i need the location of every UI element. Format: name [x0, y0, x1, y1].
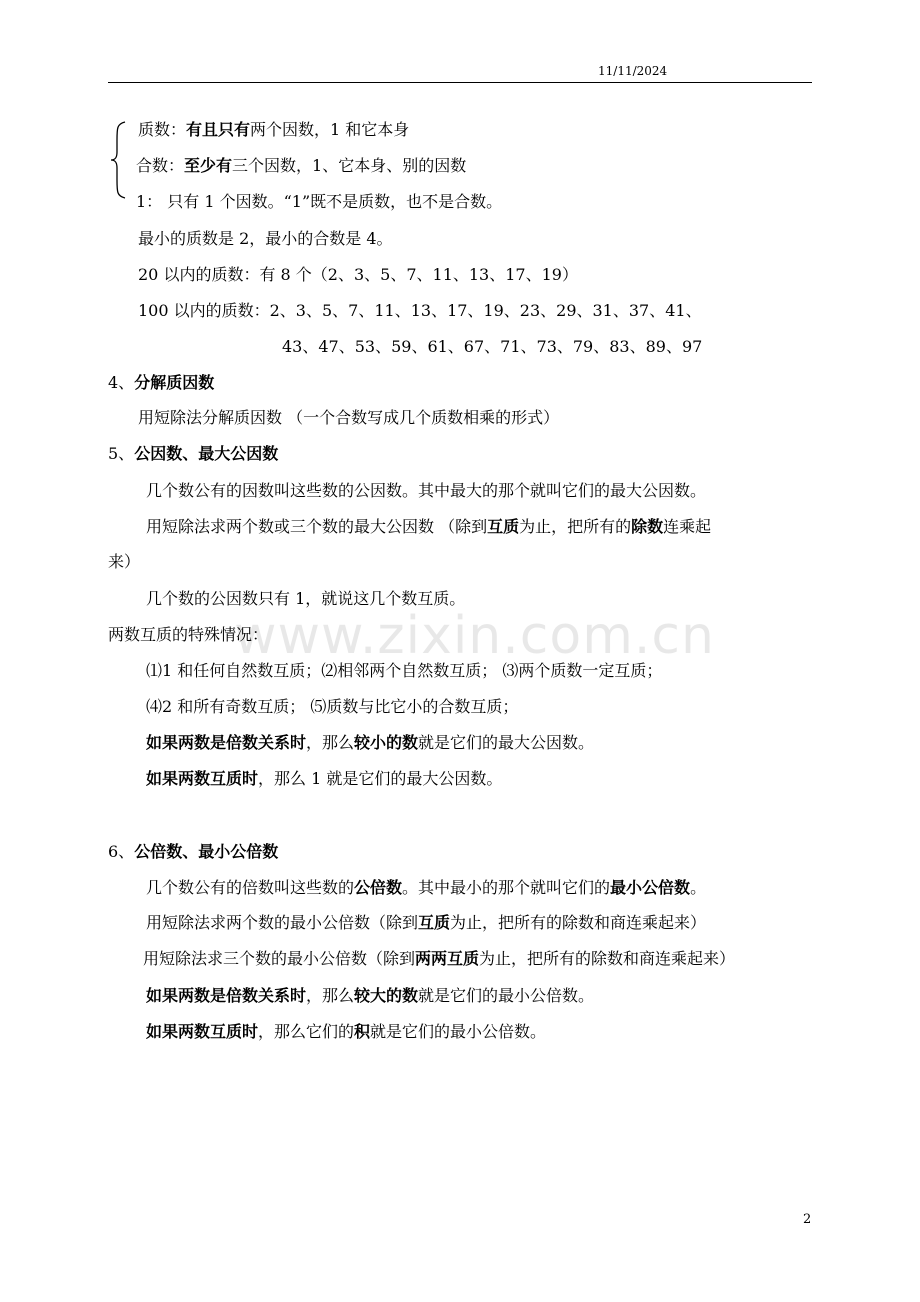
gcd-method-line2: [108, 552, 140, 572]
text-span: 几个数公有的倍数叫这些数的: [146, 878, 355, 897]
text-span: 几个数的公因数只有 1，就说这几个数互质。: [146, 589, 466, 608]
text-span: 用短除法求两个数的最小公倍数（除到: [146, 913, 419, 932]
text-span: 几个数公有的因数叫这些数的公因数。其中最大的那个就叫它们的最大公因数。: [146, 481, 707, 500]
text-span: 20 以内的质数：有 8 个（2、3、5、7、11、13、17、19）: [138, 265, 578, 284]
text-span: 就是它们的最小公倍数。: [418, 986, 595, 1005]
text-span: ⑴1 和任何自然数互质；⑵相邻两个自然数互质； ⑶两个质数一定互质；: [146, 661, 663, 680]
text-span: 为止，把所有的除数和商连乘起来）: [450, 913, 707, 932]
prime-definition: [138, 120, 409, 140]
text-span: 三个因数，1、它本身、别的因数: [232, 156, 467, 175]
primes-within-20: [138, 265, 578, 285]
text-span: 就是它们的最大公因数。: [418, 733, 595, 752]
text-span: 。: [690, 878, 707, 897]
bold-text: 互质: [418, 913, 451, 932]
text-span: 5、: [108, 444, 135, 463]
text-span: 两个因数，1 和它本身: [250, 120, 410, 139]
lcm-three-numbers-method: [143, 949, 735, 969]
text-span: 连乘起: [663, 517, 712, 536]
text-span: 两数互质的特殊情况：: [108, 625, 269, 644]
text-span: 为止，把所有的: [519, 517, 632, 536]
coprime-cases-2: [146, 697, 518, 717]
text-span: 。其中最小的那个就叫它们的: [402, 878, 611, 897]
bold-text: 公倍数、最小公倍数: [134, 842, 279, 861]
text-span: 43、47、53、59、61、67、71、73、79、83、89、97: [282, 337, 703, 356]
bold-text: 除数: [631, 517, 664, 536]
text-span: ⑷2 和所有奇数互质； ⑸质数与比它小的合数互质；: [146, 697, 519, 716]
bold-text: 分解质因数: [134, 373, 215, 392]
section-6-heading: [108, 842, 278, 862]
section-5-heading: [108, 444, 278, 464]
bold-text: 积: [354, 1022, 371, 1041]
bold-text: 如果两数互质时: [146, 769, 259, 788]
text-span: 质数：: [138, 120, 187, 139]
bold-text: 较小的数: [354, 733, 419, 752]
text-span: ，那么 1 就是它们的最大公因数。: [258, 769, 503, 788]
bold-text: 如果两数互质时: [146, 1022, 259, 1041]
bold-text: 公因数、最大公因数: [134, 444, 279, 463]
primes-within-100-line1: [138, 301, 702, 321]
text-span: 4、: [108, 373, 135, 392]
lcm-coprime-rule: [146, 1022, 546, 1042]
text-span: 用短除法分解质因数 （一个合数写成几个质数相乘的形式）: [138, 408, 560, 427]
text-span: ，那么: [306, 986, 355, 1005]
text-span: 合数：: [136, 156, 185, 175]
text-span: 来）: [108, 552, 141, 571]
bold-text: 有且只有: [186, 120, 251, 139]
section-4-method: [138, 408, 559, 428]
text-span: ，那么它们的: [258, 1022, 355, 1041]
text-span: 1： 只有 1 个因数。“1”既不是质数，也不是合数。: [136, 192, 503, 211]
bold-text: 公倍数: [354, 878, 403, 897]
gcd-method-line1: [146, 517, 711, 537]
one-definition: [136, 192, 502, 212]
bold-text: 两两互质: [415, 949, 480, 968]
text-span: 用短除法求两个数或三个数的最大公因数 （除到: [146, 517, 488, 536]
text-span: 就是它们的最小公倍数。: [370, 1022, 547, 1041]
bold-text: 如果两数是倍数关系时: [146, 733, 307, 752]
text-span: 用短除法求三个数的最小公倍数（除到: [143, 949, 416, 968]
text-span: 最小的质数是 2，最小的合数是 4。: [138, 229, 393, 248]
bold-text: 至少有: [184, 156, 233, 175]
bold-text: 较大的数: [354, 986, 419, 1005]
header-date: 11/11/2024: [598, 64, 668, 78]
bold-text: 如果两数是倍数关系时: [146, 986, 307, 1005]
bold-text: 最小公倍数: [610, 878, 691, 897]
section-4-heading: [108, 373, 214, 393]
gcd-coprime-rule: [146, 769, 502, 789]
common-factor-definition: [146, 481, 706, 501]
text-span: 100 以内的质数：2、3、5、7、11、13、17、19、23、29、31、37、41、: [138, 301, 702, 320]
common-multiple-definition: [146, 878, 706, 898]
left-brace: [109, 120, 129, 200]
watermark: www.zixin.com.cn: [234, 606, 715, 666]
lcm-two-numbers-method: [146, 913, 706, 933]
text-span: ，那么: [306, 733, 355, 752]
text-span: 为止，把所有的除数和商连乘起来）: [479, 949, 736, 968]
text-span: 6、: [108, 842, 135, 861]
lcm-multiple-rule: [146, 986, 594, 1006]
composite-definition: [136, 156, 466, 176]
bold-text: 互质: [487, 517, 520, 536]
primes-within-100-line2: [282, 337, 702, 357]
smallest-prime-composite: [138, 229, 393, 249]
page-number: 2: [803, 1212, 812, 1227]
gcd-multiple-rule: [146, 733, 594, 753]
header-rule: [108, 82, 812, 83]
